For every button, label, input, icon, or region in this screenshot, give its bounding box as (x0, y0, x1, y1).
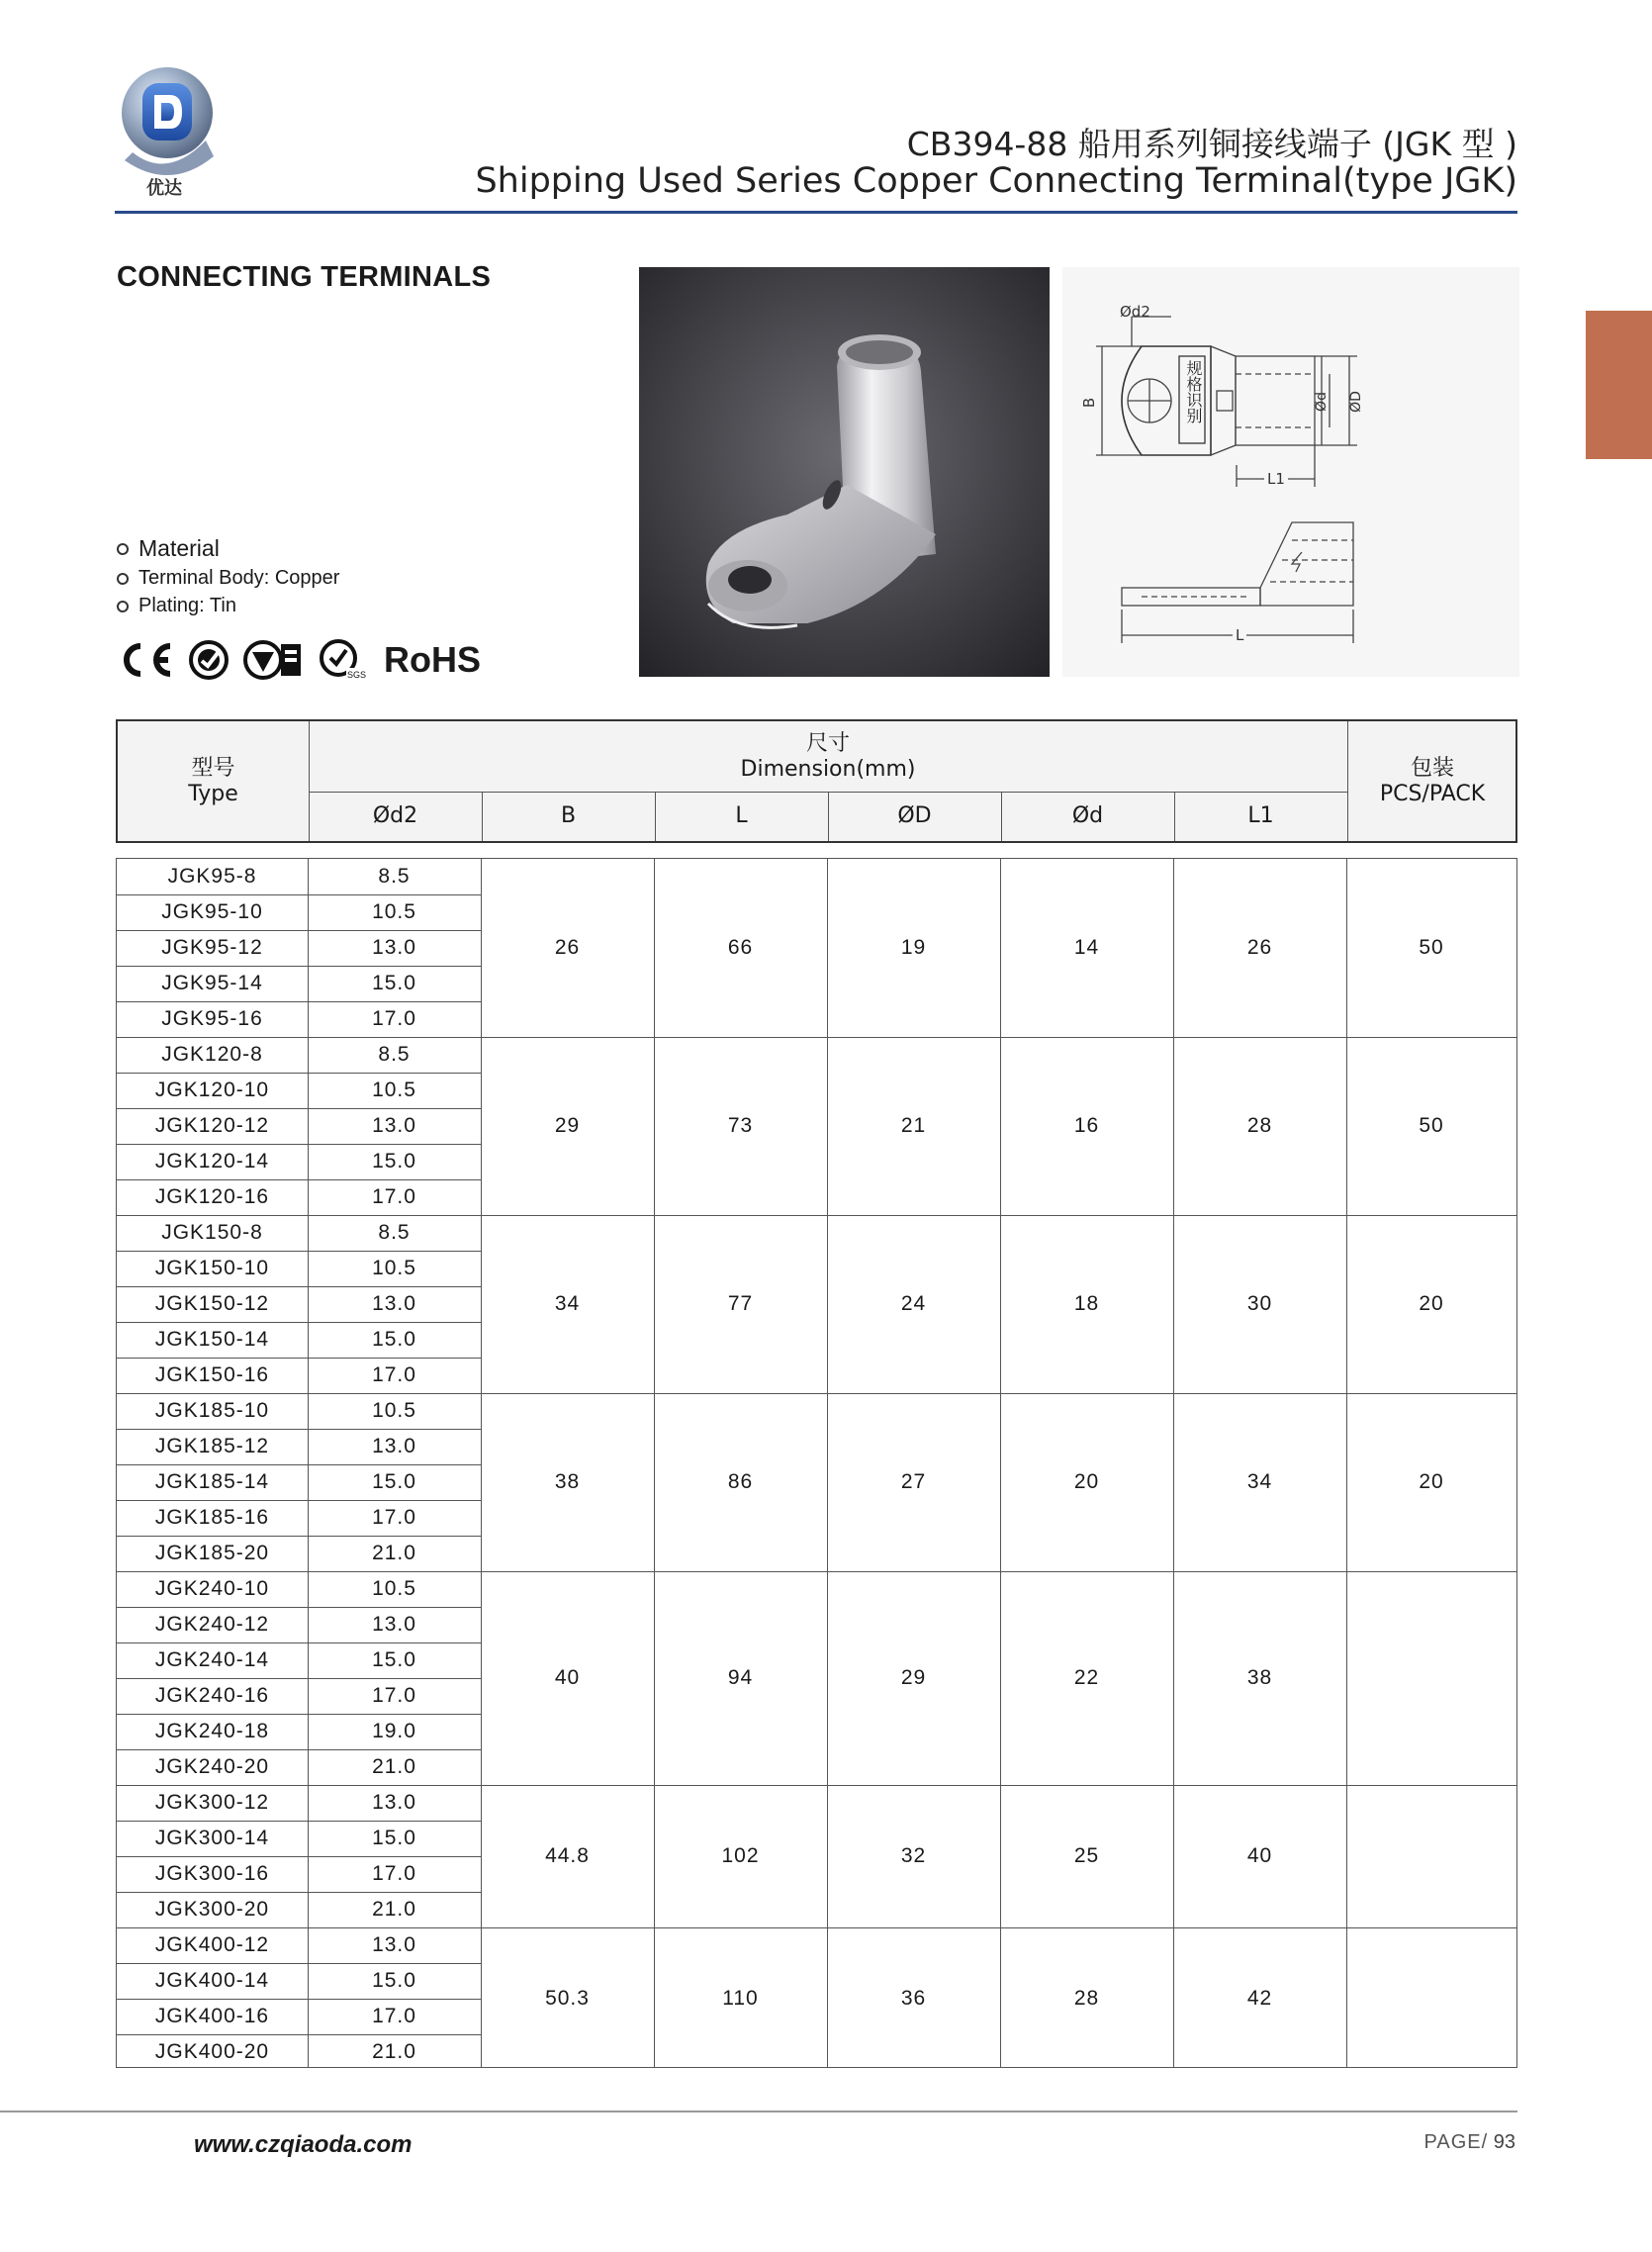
cell-big-d: 32 (900, 1844, 927, 1867)
cell-l: 110 (722, 1987, 759, 2010)
cell-d2: 13.0 (372, 1613, 416, 1636)
cell-d2: 15.0 (372, 972, 416, 994)
cell-d2: 17.0 (372, 1862, 416, 1885)
cell-type: JGK300-12 (154, 1791, 270, 1814)
header-col-small-d: Ød (1071, 803, 1104, 828)
cell-d2: 15.0 (372, 1470, 416, 1493)
material-label: Material (138, 535, 220, 561)
cell-type: JGK240-20 (154, 1755, 270, 1778)
cell-d2: 15.0 (372, 1648, 416, 1671)
cell-d2: 8.5 (378, 1043, 411, 1066)
cell-type: JGK240-10 (154, 1577, 270, 1600)
cell-type: JGK240-14 (154, 1648, 270, 1671)
cell-type: JGK150-8 (161, 1221, 263, 1244)
cell-type: JGK240-18 (154, 1720, 270, 1742)
svg-text:SGS: SGS (347, 670, 366, 680)
cell-type: JGK185-10 (154, 1399, 270, 1422)
terminal-body-text: Terminal Body: Copper (138, 567, 340, 589)
material-heading (117, 535, 220, 562)
cell-l1: 30 (1246, 1292, 1273, 1315)
cell-type: JGK120-14 (154, 1150, 270, 1173)
spec-table-body (116, 858, 1517, 2068)
cell-l: 102 (721, 1844, 760, 1867)
cell-d2: 10.5 (372, 1257, 416, 1279)
bullet-icon (117, 573, 129, 585)
cell-b: 38 (554, 1470, 581, 1493)
cell-type: JGK300-14 (154, 1827, 270, 1849)
cell-type: JGK240-12 (154, 1613, 270, 1636)
tuv-mark-icon (243, 639, 305, 681)
header-col-l1: L1 (1247, 803, 1274, 828)
column-divider (827, 859, 828, 2067)
cell-b: 40 (554, 1666, 581, 1689)
cell-l: 66 (727, 936, 754, 959)
cell-d2: 15.0 (372, 1969, 416, 1992)
cell-d2: 21.0 (372, 1542, 416, 1564)
cell-big-d: 27 (900, 1470, 927, 1493)
cell-d2: 17.0 (372, 2005, 416, 2027)
cell-type: JGK400-16 (154, 2005, 270, 2027)
cell-d2: 13.0 (372, 1435, 416, 1457)
page-title-chinese: CB394-88 船用系列铜接线端子 (JGK 型 ) (906, 125, 1517, 163)
cell-type: JGK150-12 (154, 1292, 270, 1315)
cell-d2: 17.0 (372, 1007, 416, 1030)
header-type-cn: 型号 (191, 755, 235, 781)
ce-mark-icon (115, 640, 174, 680)
drawing-label-small-d: Ød (1313, 392, 1330, 412)
header-pack-cn: 包装 (1410, 755, 1454, 781)
cell-d2: 10.5 (372, 1079, 416, 1101)
cell-d2: 13.0 (372, 1114, 416, 1137)
drawing-label-l1: L1 (1264, 470, 1288, 488)
cell-d2: 13.0 (372, 1933, 416, 1956)
cell-big-d: 19 (900, 936, 927, 959)
cell-type: JGK150-10 (154, 1257, 270, 1279)
drawing-label-spec: 规格识别 (1184, 360, 1203, 423)
cell-d2: 17.0 (372, 1506, 416, 1529)
cell-l1: 26 (1246, 936, 1273, 959)
cell-l: 77 (727, 1292, 754, 1315)
cell-type: JGK300-20 (154, 1898, 270, 1921)
company-logo (111, 61, 228, 200)
cell-pack (1346, 1785, 1516, 1927)
cell-type: JGK185-12 (154, 1435, 270, 1457)
drawing-label-big-d: ØD (1347, 391, 1364, 413)
cell-d2: 15.0 (372, 1328, 416, 1351)
column-divider (308, 859, 309, 2067)
cell-d2: 15.0 (372, 1150, 416, 1173)
cell-type: JGK95-16 (161, 1007, 263, 1030)
logo-caption: 优达 (146, 178, 182, 199)
cell-d2: 10.5 (372, 900, 416, 923)
header-type-en: Type (188, 781, 238, 806)
cell-type: JGK240-16 (154, 1684, 270, 1707)
column-divider (1173, 859, 1174, 2067)
cell-d2: 17.0 (372, 1185, 416, 1208)
cell-l1: 38 (1246, 1666, 1273, 1689)
header-dimension-en: Dimension(mm) (740, 756, 916, 782)
cell-pack: 50 (1419, 936, 1444, 959)
drawing-label-l: L (1233, 626, 1246, 644)
cell-small-d: 18 (1073, 1292, 1100, 1315)
header-type (118, 721, 309, 841)
cell-b: 50.3 (545, 1987, 590, 2010)
cell-pack: 20 (1419, 1470, 1444, 1493)
technical-drawing (1062, 267, 1519, 677)
cell-b: 34 (554, 1292, 581, 1315)
cell-type: JGK120-12 (154, 1114, 270, 1137)
header-col-b: B (560, 803, 577, 828)
cell-d2: 8.5 (378, 865, 411, 888)
cell-l1: 42 (1246, 1987, 1273, 2010)
terminal-body-spec (117, 567, 339, 590)
cell-big-d: 21 (900, 1114, 927, 1137)
website-link[interactable]: www.czqiaoda.com (194, 2131, 413, 2158)
cell-type: JGK400-12 (154, 1933, 270, 1956)
cell-type: JGK400-14 (154, 1969, 270, 1992)
cell-small-d: 28 (1073, 1987, 1100, 2010)
cell-small-d: 20 (1073, 1470, 1100, 1493)
cell-type: JGK150-14 (154, 1328, 270, 1351)
header-pack-en: PCS/PACK (1379, 781, 1486, 806)
cell-d2: 8.5 (378, 1221, 411, 1244)
cell-type: JGK300-16 (154, 1862, 270, 1885)
cell-b: 44.8 (545, 1844, 590, 1867)
cell-type: JGK185-20 (154, 1542, 270, 1564)
cell-type: JGK120-8 (161, 1043, 263, 1066)
cell-type: JGK95-8 (167, 865, 257, 888)
cell-pack: 20 (1419, 1292, 1444, 1315)
cell-b: 29 (554, 1114, 581, 1137)
cell-d2: 15.0 (372, 1827, 416, 1849)
cell-d2: 10.5 (372, 1577, 416, 1600)
page-label: PAGE/ (1423, 2131, 1489, 2153)
page-number-value: 93 (1493, 2131, 1515, 2153)
cell-l1: 28 (1246, 1114, 1273, 1137)
cell-type: JGK185-14 (154, 1470, 270, 1493)
cell-big-d: 29 (900, 1666, 927, 1689)
cell-pack (1346, 1571, 1516, 1785)
section-title: CONNECTING TERMINALS (117, 261, 492, 293)
bullet-icon (117, 601, 129, 612)
cell-l: 94 (727, 1666, 754, 1689)
column-divider (481, 859, 482, 2067)
cell-d2: 19.0 (372, 1720, 416, 1742)
cell-d2: 13.0 (372, 1292, 416, 1315)
drawing-label-b: B (1080, 397, 1099, 409)
cell-type: JGK95-12 (161, 936, 263, 959)
rohs-label: RoHS (384, 639, 481, 680)
cell-d2: 13.0 (372, 1791, 416, 1814)
cell-l: 73 (727, 1114, 754, 1137)
cell-type: JGK185-16 (154, 1506, 270, 1529)
certification-logos (115, 635, 481, 685)
page-title-english: Shipping Used Series Copper Connecting Terminal(type JGK) (475, 161, 1517, 201)
cell-type: JGK150-16 (154, 1363, 270, 1386)
header-dimension (309, 721, 1347, 792)
cell-type: JGK120-10 (154, 1079, 270, 1101)
cell-type: JGK120-16 (154, 1185, 270, 1208)
plating-spec (117, 595, 236, 617)
ccc-mark-icon (188, 639, 229, 681)
drawing-label-d2: Ød2 (1120, 303, 1150, 321)
header-col-d2: Ød2 (372, 803, 418, 828)
cell-d2: 17.0 (372, 1684, 416, 1707)
header-divider (115, 211, 1517, 214)
cell-d2: 21.0 (372, 2040, 416, 2063)
cell-pack: 50 (1419, 1114, 1444, 1137)
side-tab-marker (1586, 311, 1652, 459)
cell-small-d: 16 (1073, 1114, 1100, 1137)
product-photo (639, 267, 1050, 677)
spec-table-header (116, 719, 1517, 843)
cell-b: 26 (554, 936, 581, 959)
cell-small-d: 22 (1073, 1666, 1100, 1689)
bullet-icon (117, 543, 129, 555)
sgs-mark-icon (319, 638, 366, 682)
cell-d2: 13.0 (372, 936, 416, 959)
header-col-big-d: ØD (897, 803, 932, 828)
cell-l: 86 (727, 1470, 754, 1493)
cell-d2: 10.5 (372, 1399, 416, 1422)
cell-type: JGK95-10 (161, 900, 263, 923)
header-dimension-cn: 尺寸 (805, 730, 850, 756)
header-pack (1347, 721, 1517, 841)
cell-big-d: 36 (900, 1987, 927, 2010)
cell-small-d: 25 (1073, 1844, 1100, 1867)
cell-l1: 34 (1246, 1470, 1273, 1493)
column-divider (1346, 859, 1347, 2067)
cell-big-d: 24 (900, 1292, 927, 1315)
cell-d2: 21.0 (372, 1898, 416, 1921)
column-divider (1000, 859, 1001, 2067)
cell-l1: 40 (1246, 1844, 1273, 1867)
plating-text: Plating: Tin (138, 595, 236, 616)
cell-d2: 17.0 (372, 1363, 416, 1386)
cell-pack (1346, 1927, 1516, 2070)
column-divider (654, 859, 655, 2067)
footer-divider (0, 2111, 1517, 2112)
cell-d2: 21.0 (372, 1755, 416, 1778)
cell-type: JGK400-20 (154, 2040, 270, 2063)
header-col-l: L (735, 803, 748, 828)
cell-type: JGK95-14 (161, 972, 263, 994)
page-number (1424, 2131, 1515, 2154)
cell-small-d: 14 (1073, 936, 1100, 959)
